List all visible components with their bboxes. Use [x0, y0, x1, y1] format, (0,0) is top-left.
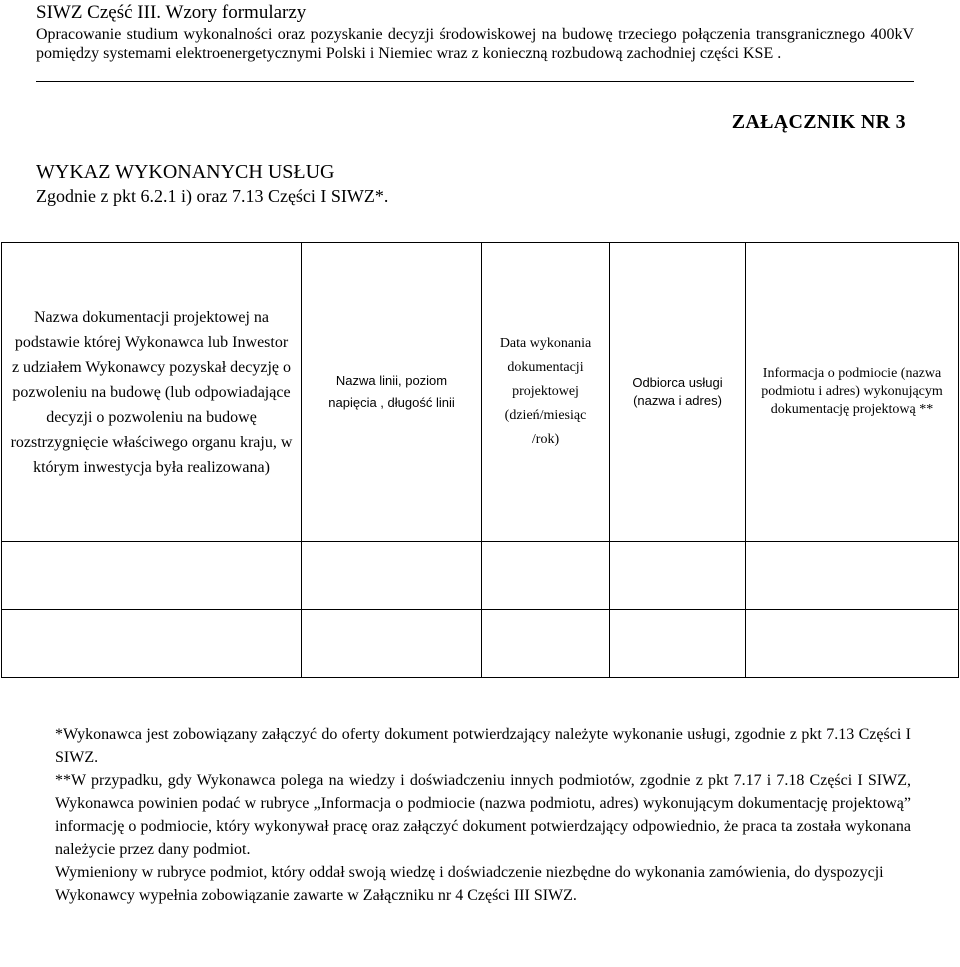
footnote-1: *Wykonawca jest zobowiązany załączyć do oferty dokument potwierdzający należyte wykonanie usługi, zgodnie z pkt 7.13 Części I SIWZ.	[55, 726, 911, 766]
table-header-row	[2, 243, 959, 542]
table-cell[interactable]	[746, 610, 959, 678]
page-header	[36, 2, 914, 63]
document-reference: Zgodnie z pkt 6.2.1 i) oraz 7.13 Części I SIWZ*.	[36, 186, 389, 206]
table-cell[interactable]	[482, 542, 610, 610]
table-cell[interactable]	[2, 542, 302, 610]
header-title: SIWZ Część III. Wzory formularzy	[36, 2, 307, 23]
annex-label: ZAŁĄCZNIK NR 3	[731, 111, 906, 133]
table-cell[interactable]	[746, 542, 959, 610]
table-cell[interactable]	[2, 610, 302, 678]
table-row	[2, 610, 959, 678]
header-subtitle: Opracowanie studium wykonalności oraz pozyskanie decyzji środowiskowej na budowę trzeciego połączenia transgranicznego 400kV pomiędzy systemami elektroenergetycznymi Polski i Niemiec wraz z konieczną rozbudową zachodniej części KSE .	[36, 26, 914, 62]
header-cell-documentation-name	[2, 243, 302, 542]
footnotes	[55, 723, 911, 907]
header-text: Informacja o podmiocie (nazwa podmiotu i adres) wykonującym dokumentację projektową **	[761, 366, 943, 417]
table-row	[2, 542, 959, 610]
table-cell[interactable]	[302, 610, 482, 678]
header-text: Nazwa linii, poziom napięcia , długość linii	[328, 373, 455, 410]
header-text: Data wykonania dokumentacji projektowej (dzień/miesiąc /rok)	[499, 336, 592, 447]
footnote-3: Wymieniony w rubryce podmiot, który oddał swoją wiedzę i doświadczenie niezbędne do wykonania zamówienia, do dyspozycji Wykonawcy wypełnia zobowiązanie zawarte w Załączniku nr 4 Części III SIWZ.	[55, 864, 884, 904]
header-text: Odbiorca usługi (nazwa i adres)	[632, 375, 723, 408]
table-cell[interactable]	[302, 542, 482, 610]
document-title: WYKAZ WYKONANYCH USŁUG	[36, 161, 335, 183]
table-cell[interactable]	[610, 542, 746, 610]
header-cell-recipient	[610, 243, 746, 542]
header-cell-execution-date	[482, 243, 610, 542]
header-divider	[36, 81, 914, 82]
header-cell-line-name	[302, 243, 482, 542]
header-text: Nazwa dokumentacji projektowej na podstawie której Wykonawca lub Inwestor z udziałem Wykonawcy pozyskał decyzję o pozwoleniu na budowę (lub odpowiadające decyzji o pozwoleniu na budowę rozstrzygnięcie właściwego organu kraju, w którym inwestycja była realizowana)	[10, 308, 293, 476]
services-table	[1, 242, 959, 678]
table-cell[interactable]	[610, 610, 746, 678]
header-cell-entity-info	[746, 243, 959, 542]
footnote-2: **W przypadku, gdy Wykonawca polega na wiedzy i doświadczeniu innych podmiotów, zgodnie z pkt 7.17 i 7.18 Części I SIWZ, Wykonawca powinien podać w rubryce „Informacja o podmiocie (nazwa podmiotu, adres) wykonującym dokumentację projektową” informację o podmiocie, który wykonywał pracę oraz załączyć dokument potwierdzający odpowiednio, że praca ta została wykonana należycie przez dany podmiot.	[55, 772, 911, 858]
table-cell[interactable]	[482, 610, 610, 678]
